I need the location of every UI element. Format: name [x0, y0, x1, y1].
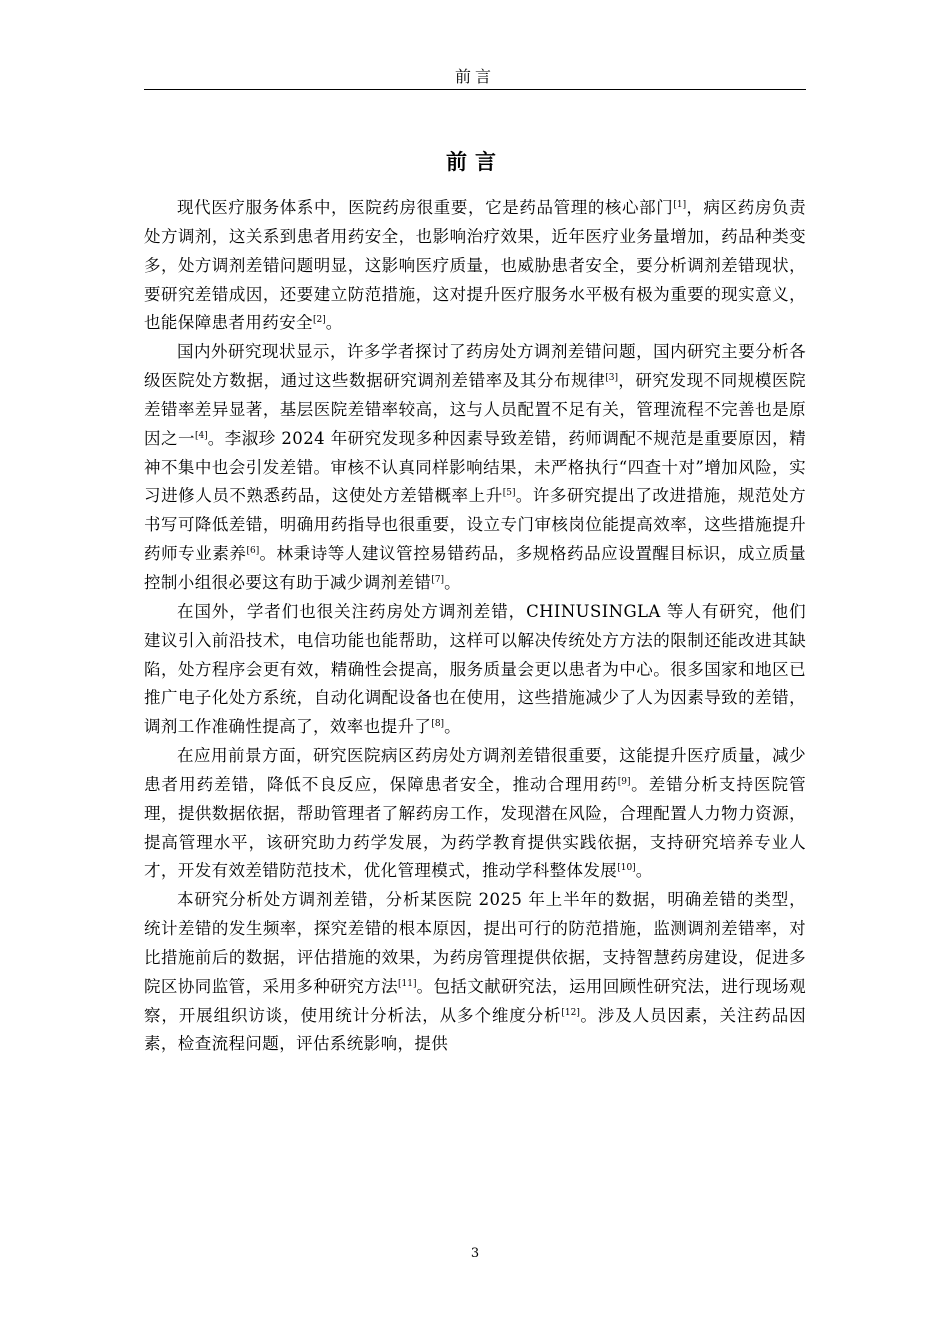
citation-ref: [12]: [561, 1007, 580, 1018]
running-header: 前言: [454, 67, 495, 86]
paragraph: 现代医疗服务体系中，医院药房很重要，它是药品管理的核心部门[1]，病区药房负责处方调剂，这关系到患者用药安全，也影响治疗效果，近年医疗业务量增加，药品种类变多，处方调剂差错问题明显，这影响医疗质量，也威胁患者安全，要分析调剂差错现状，要研究差错成因，还要建立防范措施，这对提升医疗服务水平极有极为重要的现实意义，也能保障患者用药安全[2]。: [144, 198, 806, 333]
citation-ref: [2]: [313, 315, 326, 326]
citation-ref: [4]: [194, 430, 208, 441]
body-text: [144, 194, 806, 1059]
citation-ref: [6]: [246, 546, 260, 557]
citation-ref: [1]: [673, 200, 687, 210]
paragraph: 在应用前景方面，研究医院病区药房处方调剂差错很重要，这能提升医疗质量，减少患者用药差错，降低不良反应，保障患者安全，推动合理用药[9]。差错分析支持医院管理，提供数据依据，帮助管理者了解药房工作，发现潜在风险，合理配置人力物力资源，提高管理水平，该研究助力药学发展，为药学教育提供实践依据，支持研究培养专业人才，开发有效差错防范技术，优化管理模式，推动学科整体发展[10]。: [144, 746, 807, 881]
citation-ref: [11]: [398, 978, 417, 989]
citation-ref: [3]: [605, 373, 619, 384]
citation-ref: [5]: [502, 488, 516, 499]
citation-ref: [8]: [431, 719, 445, 730]
citation-ref: [7]: [431, 574, 445, 585]
paragraph: 在国外，学者们也很关注药房处方调剂差错，CHINUSINGLA 等人有研究，他们建议引入前沿技术，电信功能也能帮助，这样可以解决传统处方方法的限制还能改进其缺陷，处方程序会更有效，精确性会提高，服务质量会更以患者为中心。很多国家和地区已推广电子化处方系统，自动化调配设备也在使用，这些措施减少了人为因素导致的差错，调剂工作准确性提高了，效率也提升了[8]。: [144, 601, 806, 737]
paragraph: 本研究分析处方调剂差错，分析某医院 2025 年上半年的数据，明确差错的类型，统计差错的发生频率，探究差错的根本原因，提出可行的防范措施，监测调剂差错率，对比措施前后的数据，评估措施的效果，为药房管理提供依据，支持智慧药房建设，促进多院区协同监管，采用多种研究方法[11]。包括文献研究法，运用回顾性研究法，进行现场观察，开展组织访谈，使用统计分析法，从多个维度分析[12]。涉及人员因素，关注药品因素，检查流程问题，评估系统影响，提供: [144, 890, 807, 1054]
page-number: 3: [470, 1246, 480, 1261]
header-rule: [144, 89, 806, 90]
citation-ref: [10]: [617, 863, 636, 874]
page-title: 前言: [446, 149, 504, 174]
citation-ref: [9]: [617, 776, 631, 787]
paragraph: 国内外研究现状显示，许多学者探讨了药房处方调剂差错问题，国内研究主要分析各级医院处方数据，通过这些数据研究调剂差错率及其分布规律[3]，研究发现不同规模医院差错率差异显著，基层医院差错率较高，这与人员配置不足有关，管理流程不完善也是原因之一[4]。李淑珍 2024 年研究发现多种因素导致差错，药师调配不规范是重要原因，精神不集中也会引发差错。审核不认真同样影响结果，未严格执行“四查十对”增加风险，实习进修人员不熟悉药品，这使处方差错概率上升[5]。许多研究提出了改进措施，规范处方书写可降低差错，明确用药指导也很重要，设立专门审核岗位能提高效率，这些措施提升药师专业素养[6]。林秉诗等人建议管控易错药品，多规格药品应设置醒目标识，成立质量控制小组很必要这有助于减少调剂差错[7]。: [144, 342, 806, 592]
